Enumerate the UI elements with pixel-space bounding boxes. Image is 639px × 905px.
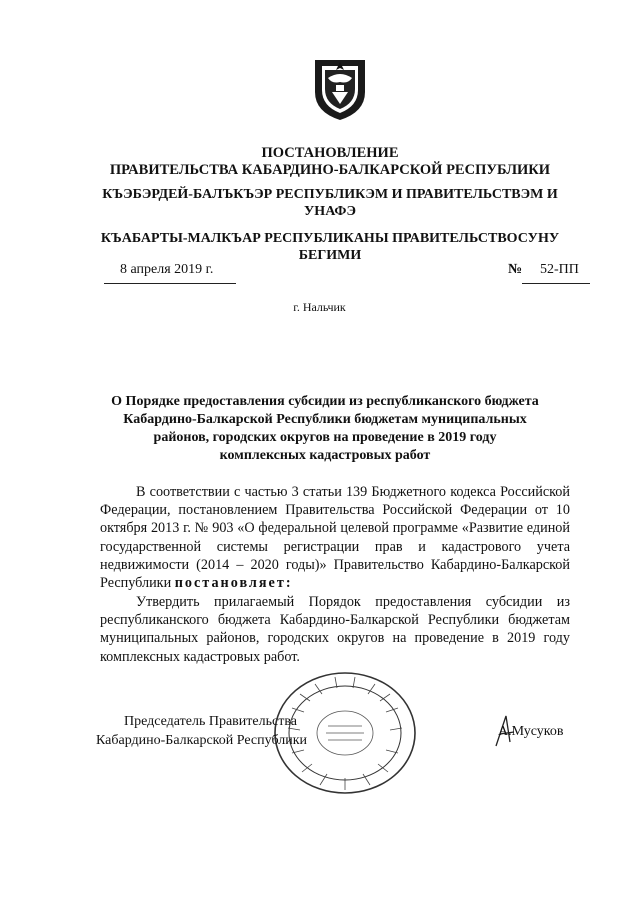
paragraph-1-text: В соответствии с частью 3 статьи 139 Бюджетного кодекса Российской Федерации, постановлением Правительства Российской Федерации от 10 октября 2013 г. № 903 «О федеральной целевой программе «Развитие единой государственной системы регистрации прав и кадастрового учета недвижимости (2014 – 2020 годы)» Правительство Кабардино-Балкарской Республики bbox=[100, 484, 570, 592]
doc-type-title: ПОСТАНОВЛЕНИЕ bbox=[261, 145, 399, 161]
document-date: 8 апреля 2019 г. bbox=[120, 262, 214, 277]
balkar-line-2: БЕГИМИ bbox=[298, 248, 362, 263]
title-line-1: О Порядке предоставления субсидии из республиканского бюджета bbox=[111, 394, 539, 409]
signatory-position bbox=[96, 712, 307, 750]
title-line-2: Кабардино-Балкарской Республики бюджетам муниципальных bbox=[123, 412, 527, 427]
city-label: г. Нальчик bbox=[293, 300, 346, 314]
date-underline bbox=[104, 283, 236, 284]
resolution-keyword: постановляет: bbox=[174, 575, 293, 592]
document-header bbox=[80, 145, 580, 179]
body-paragraph-2: Утвердить прилагаемый Порядок предоставления субсидии из республиканского бюджета Кабардино-Балкарской Республики бюджетам муниципальных районов, городских округов на проведение в 2019 году комплексных кадастровых работ. bbox=[100, 594, 570, 665]
signatory-position-line-2: Кабардино-Балкарской Республики bbox=[96, 733, 307, 748]
title-line-3: районов, городских округов на проведение в 2019 году bbox=[153, 430, 497, 445]
kabardian-line-2: УНАФЭ bbox=[304, 204, 356, 219]
kabardian-line-1: КЪЭБЭРДЕЙ-БАЛЪКЪЭР РЕСПУБЛИКЭМ И ПРАВИТЕЛЬСТВЭМ И bbox=[102, 187, 558, 202]
balkar-line-1: КЪАБАРТЫ-МАЛКЪАР РЕСПУБЛИКАНЫ ПРАВИТЕЛЬСТВОСУНУ bbox=[100, 231, 560, 246]
balkar-header bbox=[80, 230, 580, 264]
coat-of-arms-icon bbox=[310, 52, 370, 122]
document-title bbox=[90, 393, 560, 465]
body-paragraph-1 bbox=[100, 483, 570, 592]
issuing-body: ПРАВИТЕЛЬСТВА КАБАРДИНО-БАЛКАРСКОЙ РЕСПУБЛИКИ bbox=[109, 162, 551, 178]
number-underline bbox=[522, 283, 590, 284]
signatory-name: А.Мусуков bbox=[498, 724, 564, 739]
title-line-4: комплексных кадастровых работ bbox=[219, 448, 431, 463]
signatory-position-line-1: Председатель Правительства bbox=[124, 714, 297, 729]
kabardian-header bbox=[80, 186, 580, 220]
number-sign: № bbox=[508, 262, 523, 277]
document-number: 52-ПП bbox=[540, 262, 579, 277]
